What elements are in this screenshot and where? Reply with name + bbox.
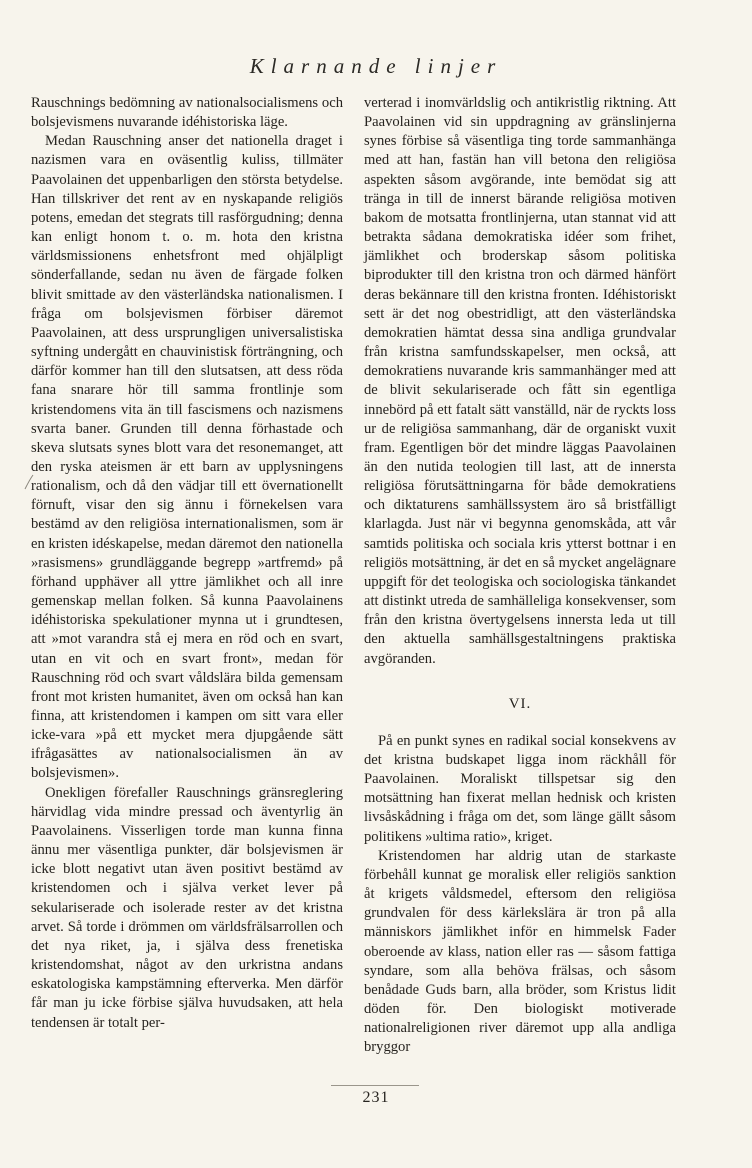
page-number: 231 xyxy=(362,1089,390,1106)
footer-rule xyxy=(331,1085,419,1086)
paragraph: Rauschnings bedömning av nationalsocialismens och bolsjevismens nuvarande idéhistoriska läge. xyxy=(31,95,343,131)
left-column xyxy=(31,94,343,1033)
running-head: Klarnande linjer xyxy=(249,54,503,78)
right-column xyxy=(364,94,676,1058)
paragraph: På en punkt synes en radikal social konsekvens av det kristna budskapet ligga inom räckhåll för Paavolainen. Moraliskt tillspetsar sig den motsättning han fixerat mellan hednisk och kristen livsåskådning i fråga om det, som länge gällt såsom politikens »ultima ratio», kriget. xyxy=(364,732,676,845)
paragraph: Onekligen förefaller Rauschnings gränsreglering härvidlag vida mindre pressad och äventyrlig än Paavolainens. Visserligen torde man kunna finna ännu mer väsentliga punkter, där bolsjevismen är icke blott negativt utan även positivt bestämd av kristendomen och i själva verket lever på sekulariserade och isolerade rester av det kristna arvet. Så torde i drömmen om världsfrälsarrollen och det nya riket, ja, i själva dess frenetiska kristendomshat, något av den urkristna andans eskatologiska kampstämning efterverka. Men därför får man ju icke förbise själva huvudsaken, att hela tendensen är totalt per- xyxy=(31,784,343,1031)
paragraph: verterad i inomvärldslig och antikristlig riktning. Att Paavolainen vid sin uppdragning av gränslinjerna synes förbise så väsentliga ting torde sammanhänga med att han, fastän han vill betona den religiösa aspekten såsom avgörande, inte bemödat sig att tränga in till de innerst bärande religiösa motiven bakom de motsatta frontlinjerna, utan stannat vid att betrakta sådana demokratiska idéer som frihet, jämlikhet och broderskap såsom politiska biprodukter till den kristna tron och därmed hänfört deras bekännare till den kristna fronten. Idéhistoriskt sett är det nog obestridligt, att den västerländska demokratien hämtat dessa sina andliga grundvalar från kristna samfundsskapelser, men också, att demokratiens nuvarande kris sammanhänger med att de blivit sekulariserade och fått sin egentliga innebörd på ett fatalt sätt vanställd, när de ryckts loss ur de religiösa sammanhang, där de organiskt vuxit fram. Egentligen bör det mindre läggas Paavolainen än den nutida teologien till last, att de innersta religiösa förutsättningarna för både demokratiens och diktaturens samhällssystem äro så bristfälligt klarlagda. Just när vi begynna genomskåda, att vår samtids politiska och sociala kris ytterst bottnar i en religiös motsättning, är det en så mycket angelägnare uppgift för det teologiska och sociologiska tänkandet att distinkt utreda de samhälleliga konsekvenser, som från den kristna övertygelsens innersta leda ut till den aktuella samhällsgestaltningens praktiska avgöranden. xyxy=(364,95,676,667)
paragraph: Kristendomen har aldrig utan de starkaste förbehåll kunnat ge moralisk eller religiös sanktion åt krigets våldsmedel, eftersom den religiösa grundvalen för dess kärlekslära är tron på alla människors jämlikhet inför en himmelsk Fader oberoende av klass, nation eller ras — såsom fattiga syndare, som alla behöva frälsas, och såsom benådade Guds barn, alla bröder, som Kristus lidit döden för. Den biologiskt motiverade nationalreligionen river däremot upp alla andliga bryggor xyxy=(364,847,676,1056)
paragraph: Medan Rauschning anser det nationella draget i nazismen vara en oväsentlig kuliss, tillmäter Paavolainen det uppenbarligen den största betydelse. Han tillskriver det rent av en nyskapande religiös potens, emedan det stegrats till rasförgudning; denna kan enligt honom t. o. m. hota den kristna världsmissionens enhetsfront med ohjälpligt sönderfallande, sedan nu även de färgade folken blivit smittade av den västerländska nationalismen. I fråga om bolsjevismen förbiser däremot Paavolainen, att dess ursprungligen universalistiska syftning undergått en chauvinistisk förträngning, och därför kommer han till den slutsatsen, att dess röda fana snarare hör till samma frontlinje som kristendomens vita än till fascismens och nazismens svarta baner. Grunden till denna förhastade och skeva slutsats synes blott vara det resonemanget, att den ryska ateismen är ett barn av upplysningens rationalism, och då den vädjar till ett övernationellt förnuft, visar den sig ännu i förnekelsen vara bestämd av den religiösa internationalismen, som är en kristen idéskapelse, medan däremot den nationella »rasismens» grundläggande begrepp »artfremd» på förhand upphäver all yttre jämlikhet och all inre gemenskap mellan folken. Så kunna Paavolainens idéhistoriska spekulationer mynna ut i grundtesen, att »mot varandra stå ej mera en röd och en svart, utan en vit och en svart front», medan för Rauschning röd och svart våldslära bilda gemensam front mot kristen humanitet, även om också han kan finna, att kristendomen i kampen om sitt vara eller icke-vara »på ett mycket mera djupgående sätt ifrågasättes av nationalsocialismen än av bolsjevismen». xyxy=(31,133,343,782)
section-heading: VI. xyxy=(508,695,532,712)
